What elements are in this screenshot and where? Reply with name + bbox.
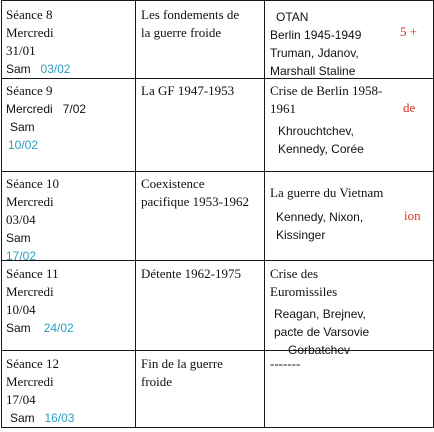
people-line: pacte de Varsovie [274, 325, 370, 339]
saturday-date: 16/03 [44, 411, 75, 425]
edge-note: ion [404, 208, 421, 223]
edge-note: de [403, 100, 416, 115]
session-wed-date: 03/04 [6, 212, 36, 227]
theme-line: Coexistence [141, 176, 205, 191]
row-divider [1, 260, 434, 261]
people-line: Gorbatchev [288, 343, 351, 357]
theme-line: pacifique 1953-1962 [141, 194, 249, 209]
session-title: Séance 9 [6, 83, 53, 98]
session-day: Mercredi [6, 374, 54, 389]
theme-line: Détente 1962-1975 [141, 266, 242, 281]
session-cell [6, 82, 86, 154]
theme-cell [141, 82, 234, 100]
session-wed-date: 31/01 [6, 43, 36, 58]
theme-line: froide [141, 374, 173, 389]
saturday-label: Sam [10, 120, 35, 134]
table-border-bottom [1, 427, 434, 428]
session-day: Mercredi [6, 25, 54, 40]
people-line: Khrouchtchev, [278, 124, 354, 138]
theme-line: Fin de la guerre [141, 356, 223, 371]
theme-line: la guerre froide [141, 25, 222, 40]
saturday-date: 24/02 [43, 321, 74, 335]
table-border-top [1, 0, 434, 1]
session-cell [6, 265, 74, 337]
event-cell [270, 355, 300, 373]
session-wed-date: 7/02 [62, 102, 87, 116]
row-divider [1, 78, 434, 79]
session-title: Séance 8 [6, 7, 53, 22]
saturday-label: Sam [10, 411, 35, 425]
theme-line: La GF 1947-1953 [141, 83, 235, 98]
session-title: Séance 10 [6, 176, 60, 191]
people-line: Marshall Staline [270, 64, 356, 78]
event-line: 1961 [270, 101, 296, 116]
session-cell [6, 6, 70, 78]
saturday-label: Sam [6, 321, 31, 335]
event-cell [270, 82, 382, 158]
theme-cell [141, 6, 239, 42]
session-title: Séance 12 [6, 356, 60, 371]
people-line: Truman, Jdanov, [270, 46, 359, 60]
event-line: Crise de Berlin 1958- [270, 83, 383, 98]
saturday-label: Sam [6, 62, 31, 76]
people-line: Kennedy, Nixon, [276, 210, 364, 224]
people-line: Kennedy, Corée [278, 142, 364, 156]
session-wed-date: 10/04 [6, 302, 36, 317]
saturday-date: 03/02 [40, 62, 71, 76]
event-line: Euromissiles [270, 284, 338, 299]
theme-cell [141, 355, 223, 391]
session-cell [6, 355, 74, 427]
row-divider [1, 171, 434, 172]
session-cell [6, 175, 59, 265]
event-placeholder: ------- [270, 356, 301, 371]
saturday-label: Sam [6, 231, 31, 245]
theme-line: Les fondements de [141, 7, 240, 22]
session-title: Séance 11 [6, 266, 59, 281]
table-column-divider [135, 0, 136, 428]
theme-cell [141, 265, 241, 283]
saturday-date: 10/02 [8, 138, 39, 152]
people-line: Kissinger [276, 228, 326, 242]
session-day: Mercredi [6, 194, 54, 209]
session-wed-date: 17/04 [6, 392, 36, 407]
event-cell [270, 265, 369, 359]
event-line: OTAN [276, 10, 309, 24]
event-line: Crise des [270, 266, 319, 281]
table-column-divider [264, 0, 265, 428]
event-line: La guerre du Vietnam [270, 185, 384, 200]
people-line: Reagan, Brejnev, [274, 307, 366, 321]
event-cell [270, 184, 383, 244]
table-border-left [1, 0, 2, 428]
event-cell [270, 8, 361, 80]
saturday-date: 17/02 [6, 249, 37, 263]
edge-note: 5 + [400, 24, 418, 39]
session-day: Mercredi [6, 102, 53, 116]
event-line: Berlin 1945-1949 [270, 28, 362, 42]
session-day: Mercredi [6, 284, 54, 299]
theme-cell [141, 175, 249, 211]
